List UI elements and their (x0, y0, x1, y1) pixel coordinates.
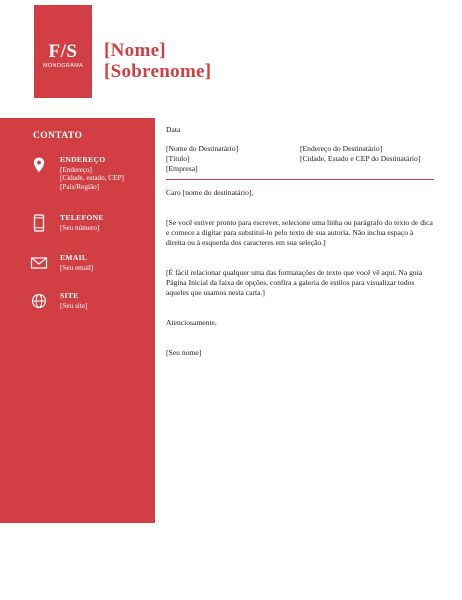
recipient-block (166, 144, 300, 174)
phone-icon (30, 214, 48, 232)
phone-label: TELEFONE (60, 213, 104, 222)
signature: [Seu nome] (166, 348, 202, 357)
monogram-initials: F/S (48, 41, 78, 62)
recipient-name: [Nome do Destinatário] (166, 144, 239, 153)
recipient-address-block (300, 144, 434, 174)
recipient-street: [Endereço do Destinatário] (300, 144, 383, 153)
divider (166, 179, 434, 180)
recipient-city: [Cidade, Estado e CEP do Destinatário] (300, 154, 421, 163)
recipient-company: [Empresa] (166, 164, 198, 173)
letter-body (166, 125, 434, 358)
last-name: [Sobrenome] (104, 61, 212, 82)
address-block (166, 144, 434, 174)
email-text (60, 254, 155, 272)
first-name: [Nome] (104, 40, 166, 61)
email-label: EMAIL (60, 253, 88, 262)
date: Data (166, 125, 181, 134)
contact-sidebar (0, 118, 155, 523)
envelope-icon (30, 254, 48, 272)
address-line: [Endereço] (60, 165, 92, 174)
city-state-zip-line: [Cidade, estado, CEP] (60, 174, 124, 182)
globe-icon (30, 292, 48, 310)
contact-heading: CONTATO (33, 131, 83, 141)
paragraph-1: [Se você estiver pronto para escrever, selecione uma linha ou parágrafo do texto de dica e comece a digitar para substituí-lo pelo texto de sua autoria. Não inclua espaço à direita ou à esquerda dos caracteres em sua seleção.] (166, 218, 433, 247)
paragraph-2: [É fácil relacionar qualquer uma das formatações de texto que você vê aqui. Na guia Página Inicial da faixa de opções, confira a galeria de estilos para visualizar todos aqueles que usamos nesta carta.] (166, 268, 423, 297)
phone-text (60, 214, 155, 232)
country-line: [País/Região] (60, 182, 100, 191)
name-heading (104, 40, 211, 82)
website-text (60, 292, 155, 310)
monogram-label: MONOGRAMA (43, 63, 83, 69)
website-label: SITE (60, 291, 79, 300)
phone-number: [Seu número] (60, 223, 100, 232)
email-value: [Seu email] (60, 263, 94, 272)
website-value: [Seu site] (60, 301, 88, 310)
address-label: ENDEREÇO (60, 155, 106, 164)
monogram (34, 5, 92, 98)
recipient-title: [Título] (166, 154, 190, 163)
location-pin-icon (30, 156, 48, 174)
address-text (60, 156, 155, 191)
closing: Atenciosamente, (166, 318, 217, 327)
salutation: Caro [nome do destinatário], (166, 188, 254, 197)
